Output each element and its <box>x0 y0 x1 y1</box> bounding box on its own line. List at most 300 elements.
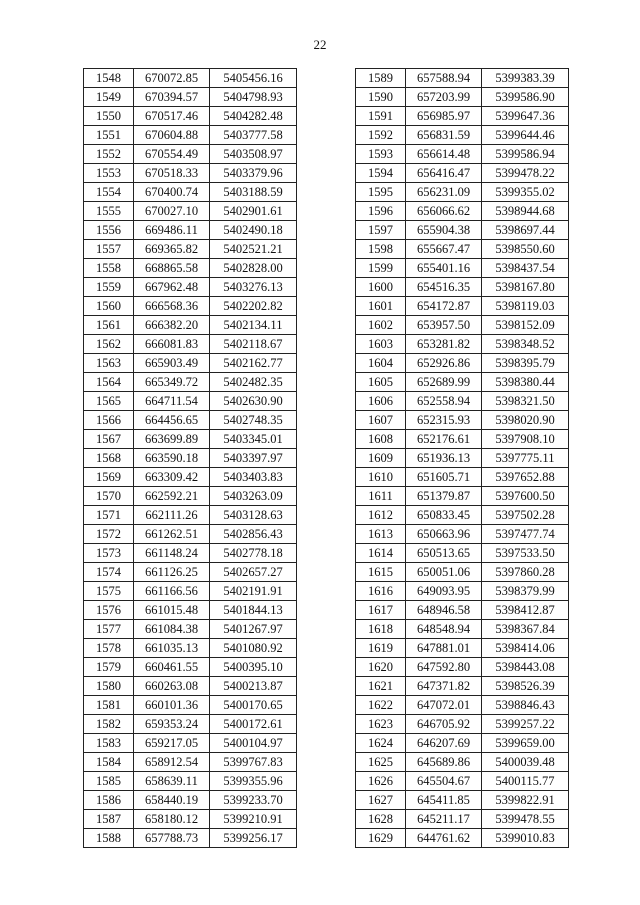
x-coordinate-cell: 670517.46 <box>134 107 210 126</box>
point-number-cell: 1600 <box>356 278 406 297</box>
x-coordinate-cell: 647072.01 <box>406 696 482 715</box>
x-coordinate-cell: 657203.99 <box>406 88 482 107</box>
point-number-cell: 1611 <box>356 487 406 506</box>
table-row <box>356 620 569 639</box>
x-coordinate-cell: 669486.11 <box>134 221 210 240</box>
y-coordinate-cell: 5399478.22 <box>482 164 569 183</box>
x-coordinate-cell: 661148.24 <box>134 544 210 563</box>
point-number-cell: 1589 <box>356 69 406 88</box>
point-number-cell: 1586 <box>84 791 134 810</box>
x-coordinate-cell: 645411.85 <box>406 791 482 810</box>
y-coordinate-cell: 5402162.77 <box>210 354 297 373</box>
point-number-cell: 1559 <box>84 278 134 297</box>
x-coordinate-cell: 651605.71 <box>406 468 482 487</box>
table-row <box>84 506 297 525</box>
point-number-cell: 1553 <box>84 164 134 183</box>
point-number-cell: 1575 <box>84 582 134 601</box>
coordinates-table-left <box>83 68 297 848</box>
y-coordinate-cell: 5397908.10 <box>482 430 569 449</box>
table-row <box>84 525 297 544</box>
point-number-cell: 1554 <box>84 183 134 202</box>
point-number-cell: 1578 <box>84 639 134 658</box>
x-coordinate-cell: 647371.82 <box>406 677 482 696</box>
x-coordinate-cell: 652689.99 <box>406 373 482 392</box>
y-coordinate-cell: 5398443.08 <box>482 658 569 677</box>
y-coordinate-cell: 5399767.83 <box>210 753 297 772</box>
point-number-cell: 1621 <box>356 677 406 696</box>
table-row <box>84 772 297 791</box>
x-coordinate-cell: 650051.06 <box>406 563 482 582</box>
y-coordinate-cell: 5399659.00 <box>482 734 569 753</box>
point-number-cell: 1603 <box>356 335 406 354</box>
point-number-cell: 1571 <box>84 506 134 525</box>
x-coordinate-cell: 647592.80 <box>406 658 482 677</box>
x-coordinate-cell: 665349.72 <box>134 373 210 392</box>
x-coordinate-cell: 668865.58 <box>134 259 210 278</box>
y-coordinate-cell: 5398167.80 <box>482 278 569 297</box>
x-coordinate-cell: 646207.69 <box>406 734 482 753</box>
table-row <box>356 715 569 734</box>
y-coordinate-cell: 5402118.67 <box>210 335 297 354</box>
table-row <box>84 392 297 411</box>
table-row <box>84 183 297 202</box>
x-coordinate-cell: 654172.87 <box>406 297 482 316</box>
table-row <box>356 563 569 582</box>
point-number-cell: 1572 <box>84 525 134 544</box>
x-coordinate-cell: 650513.65 <box>406 544 482 563</box>
coordinates-table-right <box>355 68 569 848</box>
table-row <box>356 221 569 240</box>
table-row <box>84 734 297 753</box>
y-coordinate-cell: 5400115.77 <box>482 772 569 791</box>
point-number-cell: 1625 <box>356 753 406 772</box>
point-number-cell: 1567 <box>84 430 134 449</box>
y-coordinate-cell: 5399355.96 <box>210 772 297 791</box>
y-coordinate-cell: 5398526.39 <box>482 677 569 696</box>
x-coordinate-cell: 651936.13 <box>406 449 482 468</box>
table-row <box>356 658 569 677</box>
point-number-cell: 1615 <box>356 563 406 582</box>
y-coordinate-cell: 5398321.50 <box>482 392 569 411</box>
y-coordinate-cell: 5403345.01 <box>210 430 297 449</box>
table-row <box>356 810 569 829</box>
point-number-cell: 1595 <box>356 183 406 202</box>
point-number-cell: 1590 <box>356 88 406 107</box>
y-coordinate-cell: 5397600.50 <box>482 487 569 506</box>
y-coordinate-cell: 5402778.18 <box>210 544 297 563</box>
y-coordinate-cell: 5398348.52 <box>482 335 569 354</box>
x-coordinate-cell: 670554.49 <box>134 145 210 164</box>
x-coordinate-cell: 656831.59 <box>406 126 482 145</box>
y-coordinate-cell: 5398380.44 <box>482 373 569 392</box>
y-coordinate-cell: 5405456.16 <box>210 69 297 88</box>
x-coordinate-cell: 648548.94 <box>406 620 482 639</box>
y-coordinate-cell: 5399233.70 <box>210 791 297 810</box>
x-coordinate-cell: 649093.95 <box>406 582 482 601</box>
table-row <box>356 829 569 848</box>
x-coordinate-cell: 652926.86 <box>406 354 482 373</box>
point-number-cell: 1596 <box>356 202 406 221</box>
x-coordinate-cell: 656985.97 <box>406 107 482 126</box>
x-coordinate-cell: 663699.89 <box>134 430 210 449</box>
point-number-cell: 1628 <box>356 810 406 829</box>
table-row <box>84 88 297 107</box>
point-number-cell: 1555 <box>84 202 134 221</box>
y-coordinate-cell: 5399644.46 <box>482 126 569 145</box>
y-coordinate-cell: 5398119.03 <box>482 297 569 316</box>
y-coordinate-cell: 5402202.82 <box>210 297 297 316</box>
x-coordinate-cell: 645689.86 <box>406 753 482 772</box>
x-coordinate-cell: 661015.48 <box>134 601 210 620</box>
point-number-cell: 1624 <box>356 734 406 753</box>
y-coordinate-cell: 5399256.17 <box>210 829 297 848</box>
table-row <box>356 126 569 145</box>
table-row <box>84 544 297 563</box>
x-coordinate-cell: 648946.58 <box>406 601 482 620</box>
x-coordinate-cell: 670394.57 <box>134 88 210 107</box>
table-row <box>84 69 297 88</box>
y-coordinate-cell: 5403188.59 <box>210 183 297 202</box>
table-row <box>84 411 297 430</box>
x-coordinate-cell: 652558.94 <box>406 392 482 411</box>
point-number-cell: 1592 <box>356 126 406 145</box>
y-coordinate-cell: 5398944.68 <box>482 202 569 221</box>
y-coordinate-cell: 5402134.11 <box>210 316 297 335</box>
x-coordinate-cell: 670604.88 <box>134 126 210 145</box>
point-number-cell: 1570 <box>84 487 134 506</box>
table-row <box>84 449 297 468</box>
point-number-cell: 1574 <box>84 563 134 582</box>
x-coordinate-cell: 652315.93 <box>406 411 482 430</box>
table-row <box>84 563 297 582</box>
table-row <box>356 487 569 506</box>
table-row <box>84 810 297 829</box>
x-coordinate-cell: 670072.85 <box>134 69 210 88</box>
point-number-cell: 1562 <box>84 335 134 354</box>
table-row <box>84 335 297 354</box>
x-coordinate-cell: 665903.49 <box>134 354 210 373</box>
table-row <box>356 373 569 392</box>
x-coordinate-cell: 664456.65 <box>134 411 210 430</box>
table-row <box>84 601 297 620</box>
x-coordinate-cell: 660101.36 <box>134 696 210 715</box>
x-coordinate-cell: 655667.47 <box>406 240 482 259</box>
x-coordinate-cell: 661262.51 <box>134 525 210 544</box>
y-coordinate-cell: 5403403.83 <box>210 468 297 487</box>
table-row <box>356 772 569 791</box>
x-coordinate-cell: 660461.55 <box>134 658 210 677</box>
table-row <box>84 145 297 164</box>
y-coordinate-cell: 5397775.11 <box>482 449 569 468</box>
x-coordinate-cell: 659217.05 <box>134 734 210 753</box>
point-number-cell: 1583 <box>84 734 134 753</box>
table-row <box>356 278 569 297</box>
point-number-cell: 1616 <box>356 582 406 601</box>
y-coordinate-cell: 5402856.43 <box>210 525 297 544</box>
y-coordinate-cell: 5402828.00 <box>210 259 297 278</box>
y-coordinate-cell: 5397477.74 <box>482 525 569 544</box>
point-number-cell: 1602 <box>356 316 406 335</box>
table-row <box>84 202 297 221</box>
y-coordinate-cell: 5398412.87 <box>482 601 569 620</box>
table-row <box>356 411 569 430</box>
point-number-cell: 1564 <box>84 373 134 392</box>
x-coordinate-cell: 664711.54 <box>134 392 210 411</box>
y-coordinate-cell: 5403263.09 <box>210 487 297 506</box>
x-coordinate-cell: 667962.48 <box>134 278 210 297</box>
table-row <box>356 544 569 563</box>
point-number-cell: 1573 <box>84 544 134 563</box>
point-number-cell: 1598 <box>356 240 406 259</box>
table-row <box>356 639 569 658</box>
point-number-cell: 1576 <box>84 601 134 620</box>
point-number-cell: 1617 <box>356 601 406 620</box>
point-number-cell: 1569 <box>84 468 134 487</box>
y-coordinate-cell: 5399647.36 <box>482 107 569 126</box>
table-row <box>356 259 569 278</box>
x-coordinate-cell: 645504.67 <box>406 772 482 791</box>
table-row <box>356 240 569 259</box>
point-number-cell: 1604 <box>356 354 406 373</box>
y-coordinate-cell: 5403379.96 <box>210 164 297 183</box>
point-number-cell: 1549 <box>84 88 134 107</box>
x-coordinate-cell: 657588.94 <box>406 69 482 88</box>
x-coordinate-cell: 644761.62 <box>406 829 482 848</box>
table-row <box>84 468 297 487</box>
x-coordinate-cell: 656231.09 <box>406 183 482 202</box>
x-coordinate-cell: 646705.92 <box>406 715 482 734</box>
point-number-cell: 1565 <box>84 392 134 411</box>
point-number-cell: 1563 <box>84 354 134 373</box>
x-coordinate-cell: 661084.38 <box>134 620 210 639</box>
x-coordinate-cell: 651379.87 <box>406 487 482 506</box>
x-coordinate-cell: 670400.74 <box>134 183 210 202</box>
x-coordinate-cell: 655401.16 <box>406 259 482 278</box>
x-coordinate-cell: 650663.96 <box>406 525 482 544</box>
x-coordinate-cell: 647881.01 <box>406 639 482 658</box>
point-number-cell: 1619 <box>356 639 406 658</box>
point-number-cell: 1627 <box>356 791 406 810</box>
point-number-cell: 1608 <box>356 430 406 449</box>
point-number-cell: 1577 <box>84 620 134 639</box>
point-number-cell: 1591 <box>356 107 406 126</box>
y-coordinate-cell: 5403777.58 <box>210 126 297 145</box>
y-coordinate-cell: 5402748.35 <box>210 411 297 430</box>
point-number-cell: 1609 <box>356 449 406 468</box>
y-coordinate-cell: 5397502.28 <box>482 506 569 525</box>
x-coordinate-cell: 669365.82 <box>134 240 210 259</box>
table-row <box>356 354 569 373</box>
x-coordinate-cell: 658440.19 <box>134 791 210 810</box>
y-coordinate-cell: 5398437.54 <box>482 259 569 278</box>
y-coordinate-cell: 5403508.97 <box>210 145 297 164</box>
y-coordinate-cell: 5398152.09 <box>482 316 569 335</box>
y-coordinate-cell: 5399478.55 <box>482 810 569 829</box>
table-row <box>84 487 297 506</box>
table-row <box>356 449 569 468</box>
point-number-cell: 1581 <box>84 696 134 715</box>
table-row <box>84 164 297 183</box>
point-number-cell: 1568 <box>84 449 134 468</box>
table-row <box>84 354 297 373</box>
point-number-cell: 1556 <box>84 221 134 240</box>
table-row <box>356 69 569 88</box>
point-number-cell: 1580 <box>84 677 134 696</box>
point-number-cell: 1584 <box>84 753 134 772</box>
table-row <box>356 506 569 525</box>
x-coordinate-cell: 657788.73 <box>134 829 210 848</box>
table-row <box>84 677 297 696</box>
table-row <box>84 639 297 658</box>
y-coordinate-cell: 5402521.21 <box>210 240 297 259</box>
point-number-cell: 1587 <box>84 810 134 829</box>
y-coordinate-cell: 5400170.65 <box>210 696 297 715</box>
y-coordinate-cell: 5397860.28 <box>482 563 569 582</box>
y-coordinate-cell: 5401080.92 <box>210 639 297 658</box>
y-coordinate-cell: 5400395.10 <box>210 658 297 677</box>
y-coordinate-cell: 5399822.91 <box>482 791 569 810</box>
y-coordinate-cell: 5402490.18 <box>210 221 297 240</box>
y-coordinate-cell: 5402630.90 <box>210 392 297 411</box>
x-coordinate-cell: 666568.36 <box>134 297 210 316</box>
table-row <box>356 753 569 772</box>
y-coordinate-cell: 5400104.97 <box>210 734 297 753</box>
x-coordinate-cell: 662592.21 <box>134 487 210 506</box>
x-coordinate-cell: 652176.61 <box>406 430 482 449</box>
point-number-cell: 1601 <box>356 297 406 316</box>
table-row <box>356 468 569 487</box>
table-row <box>356 335 569 354</box>
y-coordinate-cell: 5401267.97 <box>210 620 297 639</box>
x-coordinate-cell: 666081.83 <box>134 335 210 354</box>
point-number-cell: 1557 <box>84 240 134 259</box>
y-coordinate-cell: 5400172.61 <box>210 715 297 734</box>
y-coordinate-cell: 5398395.79 <box>482 354 569 373</box>
x-coordinate-cell: 645211.17 <box>406 810 482 829</box>
x-coordinate-cell: 656416.47 <box>406 164 482 183</box>
point-number-cell: 1548 <box>84 69 134 88</box>
point-number-cell: 1594 <box>356 164 406 183</box>
x-coordinate-cell: 650833.45 <box>406 506 482 525</box>
y-coordinate-cell: 5404798.93 <box>210 88 297 107</box>
table-row <box>356 696 569 715</box>
table-row <box>84 240 297 259</box>
x-coordinate-cell: 655904.38 <box>406 221 482 240</box>
table-row <box>84 107 297 126</box>
point-number-cell: 1582 <box>84 715 134 734</box>
y-coordinate-cell: 5401844.13 <box>210 601 297 620</box>
y-coordinate-cell: 5398846.43 <box>482 696 569 715</box>
table-row <box>84 658 297 677</box>
y-coordinate-cell: 5398550.60 <box>482 240 569 259</box>
table-row <box>84 430 297 449</box>
table-row <box>356 525 569 544</box>
y-coordinate-cell: 5399257.22 <box>482 715 569 734</box>
point-number-cell: 1593 <box>356 145 406 164</box>
table-row <box>84 221 297 240</box>
y-coordinate-cell: 5399010.83 <box>482 829 569 848</box>
point-number-cell: 1607 <box>356 411 406 430</box>
table-row <box>356 677 569 696</box>
y-coordinate-cell: 5403128.63 <box>210 506 297 525</box>
y-coordinate-cell: 5399586.94 <box>482 145 569 164</box>
x-coordinate-cell: 663590.18 <box>134 449 210 468</box>
table-row <box>84 753 297 772</box>
y-coordinate-cell: 5403276.13 <box>210 278 297 297</box>
point-number-cell: 1606 <box>356 392 406 411</box>
point-number-cell: 1552 <box>84 145 134 164</box>
y-coordinate-cell: 5398697.44 <box>482 221 569 240</box>
y-coordinate-cell: 5402901.61 <box>210 202 297 221</box>
y-coordinate-cell: 5400039.48 <box>482 753 569 772</box>
table-row <box>84 259 297 278</box>
point-number-cell: 1612 <box>356 506 406 525</box>
table-row <box>356 164 569 183</box>
point-number-cell: 1551 <box>84 126 134 145</box>
point-number-cell: 1597 <box>356 221 406 240</box>
x-coordinate-cell: 661126.25 <box>134 563 210 582</box>
table-row <box>84 278 297 297</box>
x-coordinate-cell: 663309.42 <box>134 468 210 487</box>
y-coordinate-cell: 5398367.84 <box>482 620 569 639</box>
table-row <box>356 107 569 126</box>
point-number-cell: 1558 <box>84 259 134 278</box>
table-row <box>356 183 569 202</box>
x-coordinate-cell: 658639.11 <box>134 772 210 791</box>
table-row <box>84 715 297 734</box>
table-row <box>356 582 569 601</box>
table-row <box>84 582 297 601</box>
point-number-cell: 1614 <box>356 544 406 563</box>
y-coordinate-cell: 5398379.99 <box>482 582 569 601</box>
table-row <box>84 791 297 810</box>
point-number-cell: 1629 <box>356 829 406 848</box>
x-coordinate-cell: 656066.62 <box>406 202 482 221</box>
y-coordinate-cell: 5398020.90 <box>482 411 569 430</box>
table-row <box>84 620 297 639</box>
table-row <box>84 829 297 848</box>
x-coordinate-cell: 653957.50 <box>406 316 482 335</box>
x-coordinate-cell: 660263.08 <box>134 677 210 696</box>
y-coordinate-cell: 5399210.91 <box>210 810 297 829</box>
table-row <box>356 734 569 753</box>
table-row <box>356 88 569 107</box>
table-row <box>84 373 297 392</box>
x-coordinate-cell: 658912.54 <box>134 753 210 772</box>
x-coordinate-cell: 670027.10 <box>134 202 210 221</box>
point-number-cell: 1588 <box>84 829 134 848</box>
point-number-cell: 1550 <box>84 107 134 126</box>
x-coordinate-cell: 656614.48 <box>406 145 482 164</box>
point-number-cell: 1566 <box>84 411 134 430</box>
y-coordinate-cell: 5397652.88 <box>482 468 569 487</box>
point-number-cell: 1623 <box>356 715 406 734</box>
x-coordinate-cell: 661166.56 <box>134 582 210 601</box>
y-coordinate-cell: 5403397.97 <box>210 449 297 468</box>
table-row <box>356 791 569 810</box>
x-coordinate-cell: 659353.24 <box>134 715 210 734</box>
table-row <box>356 297 569 316</box>
point-number-cell: 1560 <box>84 297 134 316</box>
x-coordinate-cell: 653281.82 <box>406 335 482 354</box>
point-number-cell: 1626 <box>356 772 406 791</box>
point-number-cell: 1579 <box>84 658 134 677</box>
y-coordinate-cell: 5404282.48 <box>210 107 297 126</box>
point-number-cell: 1561 <box>84 316 134 335</box>
y-coordinate-cell: 5400213.87 <box>210 677 297 696</box>
table-row <box>356 392 569 411</box>
point-number-cell: 1622 <box>356 696 406 715</box>
